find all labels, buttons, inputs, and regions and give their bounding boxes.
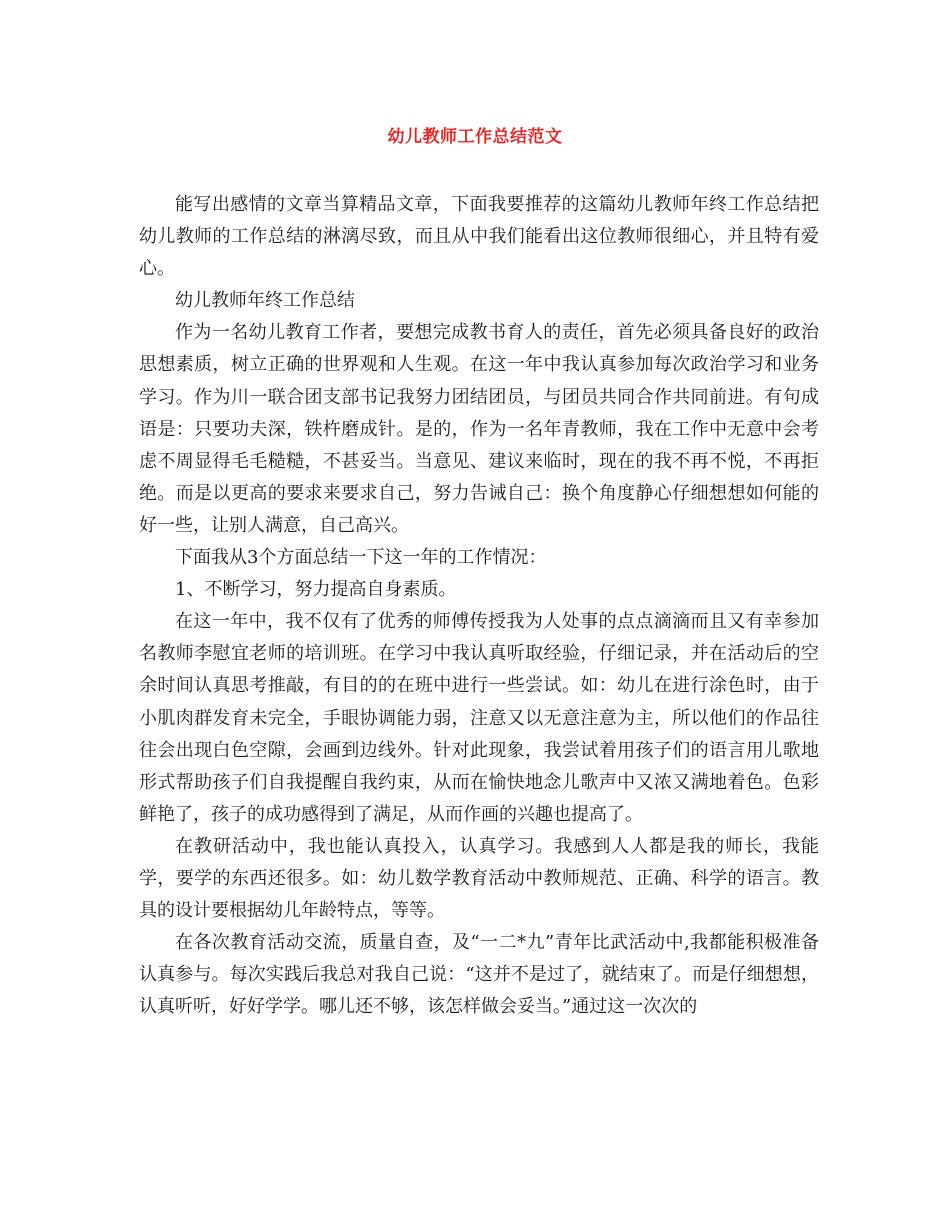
paragraph-subtitle: 幼儿教师年终工作总结 [175, 290, 355, 312]
paragraph-exchange: 在各次教育活动交流，质量自查，及“一二*九”青年比武活动中,我都能积极准备认真参与。每次实践后我总对我自己说：“这并不是过了，就结束了。而是仔细想想，认真听听，好好学学。哪儿还不够，该怎样做会妥当。”通过这一次次的 [139, 932, 819, 1018]
paragraph-overview: 下面我从3个方面总结一下这一年的工作情况： [175, 547, 547, 569]
paragraph-political: 作为一名幼儿教育工作者，要想完成教书育人的责任，首先必须具备良好的政治思想素质，树立正确的世界观和人生观。在这一年中我认真参加每次政治学习和业务学习。作为川一联合团支部书记我努力团结团员，与团员共同合作共同前进。有句成语是：只要功夫深，铁杵磨成针。是的，作为一名年青教师，我在工作中无意中会考虑不周显得毛毛糙糙，不甚妥当。当意见、建议来临时，现在的我不再不悦，不再拒绝。而是以更高的要求来要求自己，努力告诫自己：换个角度静心仔细想想如何能的好一些，让别人满意，自己高兴。 [139, 322, 819, 536]
paragraph-intro: 能写出感情的文章当算精品文章，下面我要推荐的这篇幼儿教师年终工作总结把幼儿教师的工作总结的淋漓尽致，而且从中我们能看出这位教师很细心，并且特有爱心。 [139, 194, 819, 280]
paragraph-research: 在教研活动中，我也能认真投入，认真学习。我感到人人都是我的师长，我能学，要学的东西还很多。如：幼儿数学教育活动中教师规范、正确、科学的语言。教具的设计要根据幼儿年龄特点，等等。 [139, 835, 819, 922]
paragraph-learning: 在这一年中，我不仅有了优秀的师傅传授我为人处事的点点滴滴而且又有幸参加名教师李慰宜老师的培训班。在学习中我认真听取经验，仔细记录，并在活动后的空余时间认真思考推敲，有目的的在班中进行一些尝试。如：幼儿在进行涂色时，由于小肌肉群发育未完全，手眼协调能力弱，注意又以无意注意为主，所以他们的作品往往会出现白色空隙，会画到边线外。针对此现象，我尝试着用孩子们的语言用儿歌地形式帮助孩子们自我提醒自我约束，从而在愉快地念儿歌声中又浓又满地着色。色彩鲜艳了，孩子的成功感得到了满足，从而作画的兴趣也提高了。 [139, 611, 819, 825]
document-title: 幼儿教师工作总结范文 [387, 127, 563, 147]
section-heading-1: 1、不断学习，努力提高自身素质。 [175, 579, 457, 601]
document-body [139, 189, 819, 1023]
